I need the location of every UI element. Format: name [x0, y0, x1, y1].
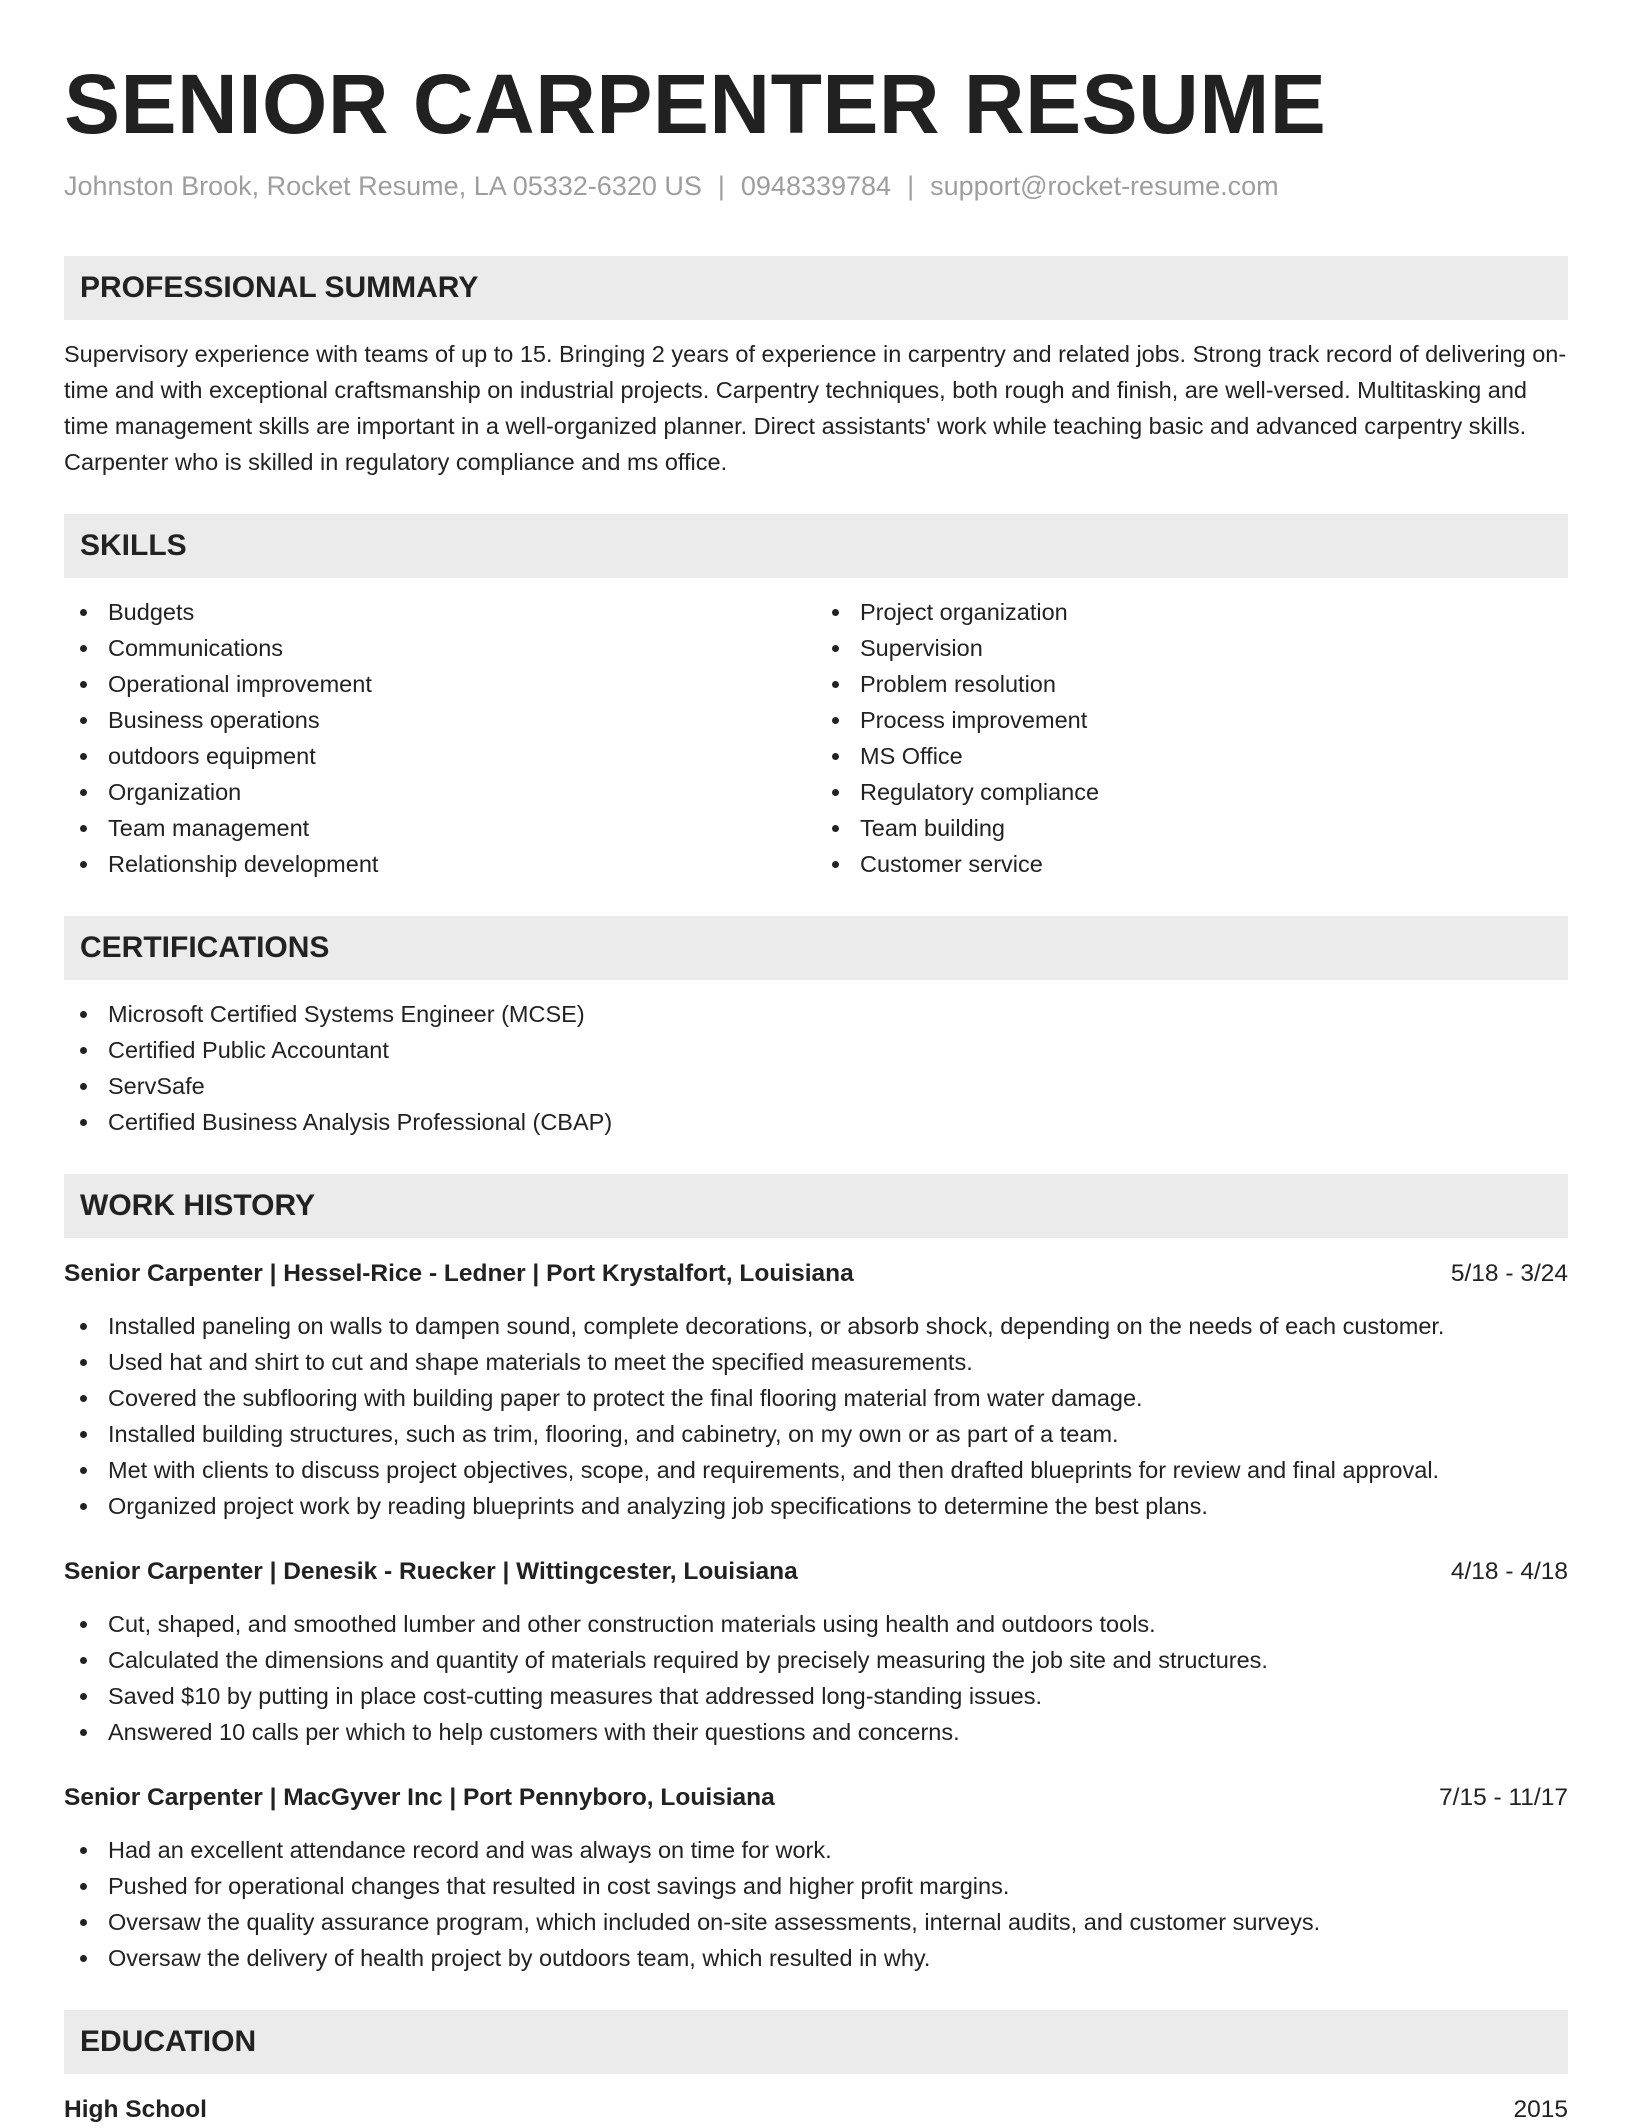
section-header-work-history: WORK HISTORY	[64, 1174, 1568, 1238]
job-bullet: Oversaw the quality assurance program, which included on-site assessments, internal audits, and customer surveys.	[64, 1904, 1568, 1940]
job-bullet: Used hat and shirt to cut and shape materials to meet the specified measurements.	[64, 1344, 1568, 1380]
certification-item: ServSafe	[64, 1068, 1568, 1104]
job-title: Senior Carpenter | Denesik - Ruecker | Wittingcester, Louisiana	[64, 1558, 798, 1585]
job-bullets	[64, 1308, 1568, 1524]
contact-phone: 0948339784	[740, 171, 892, 201]
contact-email: support@rocket-resume.com	[930, 171, 1279, 201]
certification-item: Certified Public Accountant	[64, 1032, 1568, 1068]
professional-summary-text: Supervisory experience with teams of up to 15. Bringing 2 years of experience in carpentry and related jobs. Strong track record of delivering on-time and with exceptional craftsmanship on industrial projects. Carpentry techniques, both rough and finish, are well-versed. Multitasking and time management skills are important in a well-organized planner. Direct assistants' work while teaching basic and advanced carpentry skills. Carpenter who is skilled in regulatory compliance and ms office.	[64, 341, 1567, 475]
skill-item: Communications	[64, 630, 816, 666]
job-title: Senior Carpenter | MacGyver Inc | Port Pennyboro, Louisiana	[64, 1784, 775, 1811]
skill-item: Budgets	[64, 594, 816, 630]
contact-address: Johnston Brook, Rocket Resume, LA 05332-6320 US	[64, 171, 702, 201]
job-bullet: Organized project work by reading blueprints and analyzing job specifications to determine the best plans.	[64, 1488, 1568, 1524]
skills-column-left	[64, 594, 816, 882]
job-bullet: Installed building structures, such as trim, flooring, and cabinetry, on my own or as part of a team.	[64, 1416, 1568, 1452]
job-bullets	[64, 1832, 1568, 1976]
job-bullet: Met with clients to discuss project objectives, scope, and requirements, and then drafted blueprints for review and final approval.	[64, 1452, 1568, 1488]
job-entry	[64, 1554, 1568, 1750]
job-dates: 5/18 - 3/24	[1450, 1260, 1568, 1287]
job-bullet: Covered the subflooring with building paper to protect the final flooring material from water damage.	[64, 1380, 1568, 1416]
job-bullets	[64, 1606, 1568, 1750]
skill-item: Organization	[64, 774, 816, 810]
job-header	[64, 1554, 1568, 1590]
skill-item: Team management	[64, 810, 816, 846]
job-header	[64, 1780, 1568, 1816]
job-bullet: Installed paneling on walls to dampen sound, complete decorations, or absorb shock, depending on the needs of each customer.	[64, 1308, 1568, 1344]
job-bullet: Answered 10 calls per which to help customers with their questions and concerns.	[64, 1714, 1568, 1750]
section-header-summary: PROFESSIONAL SUMMARY	[64, 256, 1568, 320]
skill-item: Team building	[816, 810, 1568, 846]
certification-item: Microsoft Certified Systems Engineer (MCSE)	[64, 996, 1568, 1032]
skill-item: Operational improvement	[64, 666, 816, 702]
skill-item: Regulatory compliance	[816, 774, 1568, 810]
skill-item: MS Office	[816, 738, 1568, 774]
contact-separator: |	[717, 171, 725, 201]
skill-item: Problem resolution	[816, 666, 1568, 702]
job-dates: 4/18 - 4/18	[1450, 1558, 1568, 1585]
skill-item: Process improvement	[816, 702, 1568, 738]
certifications-list	[64, 996, 1568, 1140]
section-header-certifications: CERTIFICATIONS	[64, 916, 1568, 980]
section-header-education: EDUCATION	[64, 2010, 1568, 2074]
job-header	[64, 1256, 1568, 1292]
contact-line	[64, 168, 1568, 204]
job-title: Senior Carpenter | Hessel-Rice - Ledner | Port Krystalfort, Louisiana	[64, 1260, 854, 1287]
certification-item: Certified Business Analysis Professional (CBAP)	[64, 1104, 1568, 1140]
job-bullet: Calculated the dimensions and quantity of materials required by precisely measuring the job site and structures.	[64, 1642, 1568, 1678]
education-school: High School	[64, 2096, 207, 2123]
job-bullet: Pushed for operational changes that resulted in cost savings and higher profit margins.	[64, 1868, 1568, 1904]
job-bullet: Oversaw the delivery of health project by outdoors team, which resulted in why.	[64, 1940, 1568, 1976]
skill-item: Customer service	[816, 846, 1568, 882]
job-entry	[64, 1780, 1568, 1976]
skills-list	[64, 594, 1568, 882]
skill-item: Business operations	[64, 702, 816, 738]
job-dates: 7/15 - 11/17	[1439, 1784, 1568, 1811]
skills-column-right	[816, 594, 1568, 882]
job-entry	[64, 1256, 1568, 1524]
skill-item: outdoors equipment	[64, 738, 816, 774]
contact-separator: |	[907, 171, 915, 201]
section-header-skills: SKILLS	[64, 514, 1568, 578]
skill-item: Relationship development	[64, 846, 816, 882]
skill-item: Project organization	[816, 594, 1568, 630]
education-entry	[64, 2092, 1568, 2128]
resume-title: SENIOR CARPENTER RESUME	[64, 57, 1327, 151]
job-bullet: Cut, shaped, and smoothed lumber and other construction materials using health and outdoors tools.	[64, 1606, 1568, 1642]
skill-item: Supervision	[816, 630, 1568, 666]
education-year: 2015	[1513, 2096, 1568, 2123]
job-bullet: Had an excellent attendance record and was always on time for work.	[64, 1832, 1568, 1868]
job-bullet: Saved $10 by putting in place cost-cutting measures that addressed long-standing issues.	[64, 1678, 1568, 1714]
